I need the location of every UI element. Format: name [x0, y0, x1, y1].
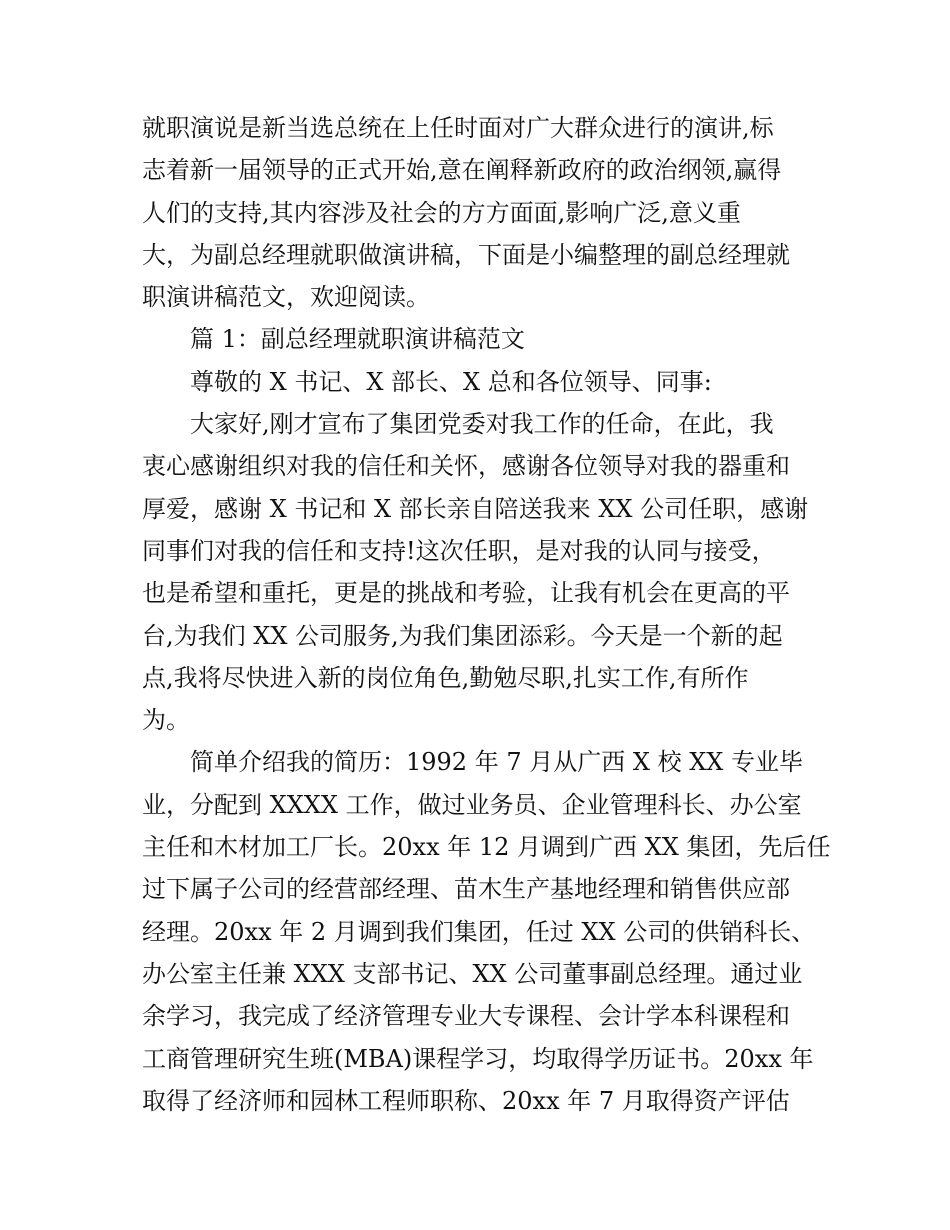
text-line: 职演讲稿范文，欢迎阅读。	[142, 283, 430, 312]
text-line: 点,我将尽快进入新的岗位角色,勤勉尽职,扎实工作,有所作	[142, 663, 749, 692]
text-line: 大家好,刚才宣布了集团党委对我工作的任命，在此，我	[142, 410, 774, 439]
text-line: 也是希望和重托，更是的挑战和考验，让我有机会在更高的平	[142, 579, 790, 608]
section-heading: 篇 1：副总经理就职演讲稿范文	[142, 325, 525, 354]
text-line: 大，为副总经理就职做演讲稿，下面是小编整理的副总经理就	[142, 240, 790, 269]
text-line: 为。	[142, 706, 190, 735]
text-line: 过下属子公司的经营部经理、苗木生产基地经理和销售供应部	[142, 875, 790, 904]
text-line: 办公室主任兼 XXX 支部书记、XX 公司董事副总经理。通过业	[142, 959, 803, 988]
text-line: 厚爱，感谢 X 书记和 X 部长亲自陪送我来 XX 公司任职，感谢	[142, 494, 809, 523]
text-line: 同事们对我的信任和支持!这次任职，是对我的认同与接受，	[142, 536, 776, 565]
document-body	[142, 107, 831, 1122]
text-line: 经理。20xx 年 2 月调到我们集团，任过 XX 公司的供销科长、	[142, 917, 816, 946]
text-line: 主任和木材加工厂长。20xx 年 12 月调到广西 XX 集团，先后任	[142, 833, 831, 862]
text-line: 业，分配到 XXXX 工作，做过业务员、企业管理科长、办公室	[142, 790, 802, 819]
text-line: 取得了经济师和园林工程师职称、20xx 年 7 月取得资产评估	[142, 1086, 790, 1115]
salutation: 尊敬的 X 书记、X 部长、X 总和各位领导、同事:	[142, 367, 712, 396]
text-line: 台,为我们 XX 公司服务,为我们集团添彩。今天是一个新的起	[142, 621, 783, 650]
text-line: 志着新一届领导的正式开始,意在阐释新政府的政治纲领,赢得	[142, 156, 782, 185]
text-line: 衷心感谢组织对我的信任和关怀，感谢各位领导对我的器重和	[142, 452, 790, 481]
text-line: 余学习，我完成了经济管理专业大专课程、会计学本科课程和	[142, 1002, 790, 1031]
text-line: 就职演说是新当选总统在上任时面对广大群众进行的演讲,标	[142, 114, 774, 142]
text-line: 简单介绍我的简历：1992 年 7 月从广西 X 校 XX 专业毕	[142, 748, 804, 777]
text-line: 工商管理研究生班(MBA)课程学习，均取得学历证书。20xx 年	[142, 1044, 814, 1073]
text-line: 人们的支持,其内容涉及社会的方方面面,影响广泛,意义重	[142, 198, 741, 227]
